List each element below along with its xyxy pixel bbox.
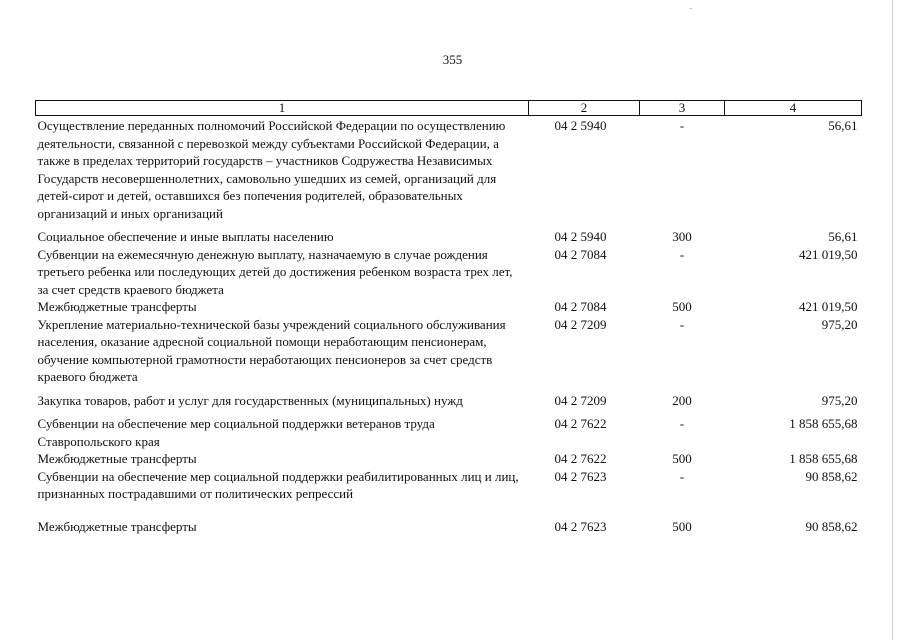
header-col-4: 4 — [725, 101, 862, 116]
row-code: 04 2 7623 — [554, 468, 607, 484]
table-row — [36, 246, 862, 299]
row-type: - — [679, 246, 685, 262]
row-name: Межбюджетные трансферты — [37, 451, 197, 466]
row-code: 04 2 7084 — [554, 246, 607, 262]
row-name: Субвенции на обеспечение мер социальной поддержки ветеранов труда Ставропольского края — [37, 416, 435, 449]
table-row — [36, 392, 862, 416]
row-name: Закупка товаров, работ и услуг для государственных (муниципальных) нужд — [37, 392, 463, 408]
table-row — [36, 450, 862, 468]
table-row — [36, 228, 862, 246]
row-code: 04 2 5940 — [554, 118, 607, 133]
row-type: 500 — [672, 451, 692, 466]
table-row — [36, 468, 862, 518]
row-type: - — [679, 118, 685, 133]
row-name: Субвенции на обеспечение мер социальной поддержки реабилитированных лиц и лиц, признанных пострадавшими от политических репрессий — [37, 468, 519, 501]
row-code: 04 2 7209 — [554, 316, 607, 332]
header-col-1: 1 — [36, 101, 529, 116]
row-sum: 975,20 — [821, 392, 858, 408]
row-name: Межбюджетные трансферты — [37, 518, 197, 534]
row-sum: 421 019,50 — [799, 299, 858, 314]
row-type: - — [679, 468, 685, 484]
row-type: 500 — [672, 299, 692, 314]
row-name: Укрепление материально-технической базы учреждений социального обслуживания населения, оказание адресной социальной помощи неработающим пенсионерам, обучение компьютерной грамотности неработающих пенсионеров за счет средств краевого бюджета — [37, 316, 506, 384]
table-row — [36, 518, 862, 536]
budget-table — [35, 100, 862, 535]
scan-edge-line — [892, 0, 893, 640]
row-code: 04 2 7623 — [554, 518, 607, 534]
row-name: Социальное обеспечение и иные выплаты населению — [37, 229, 334, 244]
row-code: 04 2 5940 — [554, 229, 607, 244]
table-row — [36, 415, 862, 450]
row-sum: 90 858,62 — [805, 518, 858, 534]
header-col-2: 2 — [529, 101, 640, 116]
header-col-3: 3 — [640, 101, 725, 116]
row-name: Межбюджетные трансферты — [37, 299, 197, 314]
row-type: - — [679, 416, 685, 431]
row-code: 04 2 7209 — [554, 392, 607, 408]
row-code: 04 2 7622 — [554, 416, 607, 431]
row-sum: 421 019,50 — [799, 246, 858, 262]
row-sum: 1 858 655,68 — [789, 416, 858, 431]
row-name: Осуществление переданных полномочий Российской Федерации по осуществлению деятельности, связанной с перевозкой между субъектами Российской Федерации, а также в пределах территорий государств – участников Содружества Независимых Государств несовершеннолетних, самовольно ушедших из семей, организаций для детей-сирот и детей, оставшихся без попечения родителей, образовательных организаций и иных организаций — [37, 118, 506, 221]
row-sum: 56,61 — [828, 118, 858, 133]
row-code: 04 2 7084 — [554, 299, 607, 314]
row-code: 04 2 7622 — [554, 451, 607, 466]
table-header-row — [36, 101, 862, 116]
row-type: 500 — [672, 518, 692, 534]
page-number: 355 — [442, 52, 463, 67]
row-name: Субвенции на ежемесячную денежную выплату, назначаемую в случае рождения третьего ребенка или последующих детей до достижения ребенком возраста трех лет, за счет средств краевого бюджета — [37, 246, 513, 297]
table-row — [36, 116, 862, 229]
row-sum: 56,61 — [828, 229, 858, 244]
row-sum: 1 858 655,68 — [789, 451, 858, 466]
scan-artifact — [690, 8, 692, 9]
table-row — [36, 298, 862, 316]
row-type: 200 — [672, 392, 692, 408]
row-type: - — [679, 316, 685, 332]
row-sum: 90 858,62 — [805, 468, 858, 484]
row-type: 300 — [672, 229, 692, 244]
row-sum: 975,20 — [821, 316, 858, 332]
table-row — [36, 316, 862, 392]
